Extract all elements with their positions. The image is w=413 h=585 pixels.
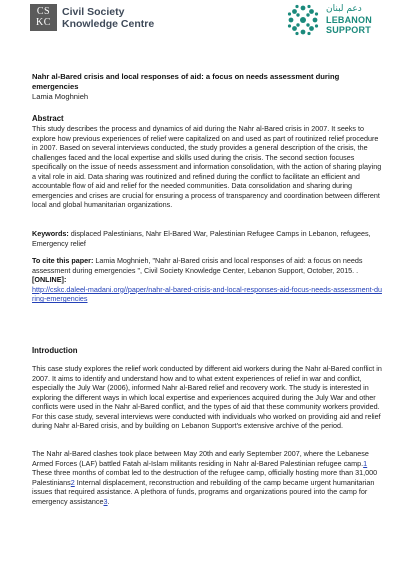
intro-p2-part-b: These three months of combat led to the destruction of the refugee camp, officially hosting more than 31,000 Palestinians — [32, 468, 378, 487]
citation — [32, 256, 384, 304]
introduction-paragraph-2 — [32, 449, 384, 506]
citation-text: Lamia Moghnieh, "Nahr al-Bared crisis and local responses of aid: a focus on needs assessment during emergencies ", Civil Society Knowledge Center, Lebanon Support, October, 2015. . — [32, 256, 363, 275]
cskc-logo-line2: KC — [36, 17, 51, 28]
online-label: [ONLINE]: — [32, 275, 67, 284]
footnote-link-3[interactable]: 3 — [103, 496, 108, 506]
footnote-link-1[interactable]: 1 — [363, 458, 368, 468]
paper-url-link[interactable]: http://cskc.daleel-madani.org//paper/nahr-al-bared-crisis-and-local-responses-aid-focus-needs-assessment-during-emergencies — [32, 284, 382, 303]
lebanon-support-name-line2: SUPPORT — [326, 25, 371, 35]
lebanon-support-name-line1: LEBANON — [326, 15, 372, 25]
keywords-label: Keywords: — [32, 229, 69, 238]
cskc-name — [62, 6, 154, 30]
lebanon-support-name — [326, 15, 372, 35]
abstract-heading: Abstract — [32, 114, 64, 123]
lebanon-support-logo — [286, 3, 398, 39]
citation-label: To cite this paper: — [32, 256, 94, 265]
cskc-name-line2: Knowledge Centre — [62, 18, 155, 30]
intro-p2-part-c: Internal displacement, reconstruction and rebuilding of the camp became urgent humanitarian issues that required assistance. A plethora of funds, programs and organizations poured into the camp for emergency assistance — [32, 477, 375, 506]
keywords-text: displaced Palestinians, Nahr El-Bared War, Palestinian Refugee Camps in Lebanon, refugees, Emergency relief — [32, 229, 371, 248]
lebanon-support-emblem-icon — [286, 3, 320, 37]
introduction-heading: Introduction — [32, 346, 78, 355]
cskc-logo — [30, 4, 57, 31]
keywords — [32, 229, 384, 248]
paper-title: Nahr al-Bared crisis and local responses of aid: a focus on needs assessment during emergencies — [32, 72, 340, 91]
paper-author: Lamia Moghnieh — [32, 92, 89, 101]
cskc-name-line1: Civil Society — [62, 6, 125, 18]
introduction-paragraph-1: This case study explores the relief work conducted by different aid workers during the Nahr al-Bared conflict in 2007. It aims to identify and understand how and to what extent experiences of relief in war and conflict, especially the July War (2006), informed Nahr al-Bared relief and recovery work. The study is interested in exploring the different ways in which local expertise and experiences acquired during the July War and other conflicts were used in the Nahr al-Bared conflict, and the types of aid that these community workers provided. For this case study, several interviews were conducted with individuals who worked on providing aid and relief during Nahr al-Bared crisis, and by building on Lebanon Support's extensive archive of the period. — [32, 364, 382, 430]
lebanon-support-arabic: دعم لبنان — [326, 4, 362, 14]
intro-p2-part-a: The Nahr al-Bared clashes took place between May 20th and early September 2007, where the Lebanese Armed Forces (LAF) battled Fatah al-Islam militants residing in Nahr al-Bared Palestinian refugee camp. — [32, 449, 369, 468]
abstract-text: This study describes the process and dynamics of aid during the Nahr al-Bared crisis in 2007. It seeks to explore how previous experiences of relief were capitalized on and used as part of routinized relief procedure in 2007. Based on several interviews conducted, the study provides a general description of the crisis, the challenges faced and the local expertise and skills used during the crisis. The second section focuses specifically on the issue of needs assessment and information consolidation, with the action of sharing playing a vital role in aid. Data sharing was routinized and refined during the conflict to facilitate an efficient and accountable flow of aid and relief for the needed communities. Data consolidation and sharing during emergencies and crises are crucial for ensuring a process of transparency and coordination between different local and global humanitarian organizations. — [32, 124, 382, 209]
intro-p2-part-d: . — [107, 496, 110, 506]
footnote-link-2[interactable]: 2 — [70, 477, 75, 487]
cskc-logo-line1: CS — [36, 6, 51, 17]
